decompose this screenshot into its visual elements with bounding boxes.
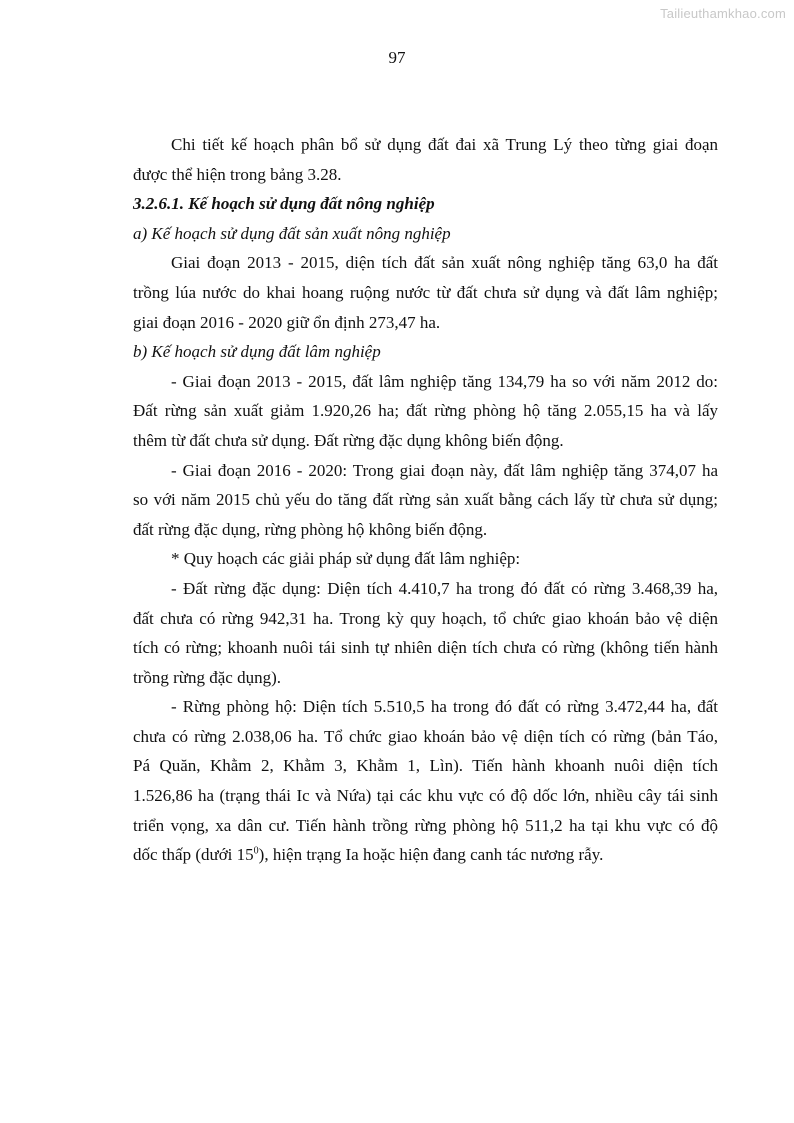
text-line <box>133 840 718 870</box>
text-line: so với năm 2015 chủ yếu do tăng đất rừng sản xuất bằng cách lấy từ chưa sử dụng; <box>133 490 718 510</box>
text-line: - Đất rừng đặc dụng: Diện tích 4.410,7 ha trong đó đất có rừng 3.468,39 ha, <box>171 578 718 598</box>
watermark: Tailieuthamkhao.com <box>660 6 786 21</box>
text-span: dốc thấp (dưới 15 <box>133 845 254 865</box>
text-span: ), hiện trạng Ia hoặc hiện đang canh tác nương rẫy. <box>258 845 604 865</box>
section-heading: 3.2.6.1. Kế hoạch sử dụng đất nông nghiệp <box>133 194 435 214</box>
text-line: - Giai đoạn 2016 - 2020: Trong giai đoạn này, đất lâm nghiệp tăng 374,07 ha <box>171 460 718 480</box>
subheading-a: a) Kế hoạch sử dụng đất sản xuất nông nghiệp <box>133 223 451 243</box>
document-body <box>133 130 718 870</box>
subheading-b: b) Kế hoạch sử dụng đất lâm nghiệp <box>133 342 381 362</box>
text-line: - Giai đoạn 2013 - 2015, đất lâm nghiệp tăng 134,79 ha so với năm 2012 do: <box>171 371 718 391</box>
text-line: - Rừng phòng hộ: Diện tích 5.510,5 ha trong đó đất có rừng 3.472,44 ha, đất <box>171 697 718 717</box>
text-line: tích có rừng; khoanh nuôi tái sinh tự nhiên diện tích chưa có rừng (không tiến hành <box>133 638 718 658</box>
text-line: 1.526,86 ha (trạng thái Ic và Nứa) tại các khu vực có độ dốc lớn, nhiều cây tái sinh <box>133 786 718 806</box>
text-line: triển vọng, xa dân cư. Tiến hành trồng rừng phòng hộ 511,2 ha tại khu vực có độ <box>133 815 718 835</box>
text-line: đất rừng đặc dụng, rừng phòng hộ không biến động. <box>133 519 488 539</box>
text-line: Chi tiết kế hoạch phân bổ sử dụng đất đai xã Trung Lý theo từng giai đoạn <box>171 135 718 154</box>
paragraph-forestry-2016-2020 <box>133 456 718 545</box>
text-line: đất chưa có rừng 942,31 ha. Trong kỳ quy hoạch, tổ chức giao khoán bảo vệ diện <box>133 608 718 628</box>
text-line: chưa có rừng 2.038,06 ha. Tổ chức giao khoán bảo vệ diện tích có rừng (bản Táo, <box>133 726 718 746</box>
text-line: giai đoạn 2016 - 2020 giữ ổn định 273,47 ha. <box>133 312 441 332</box>
paragraph-intro <box>133 130 718 189</box>
text-line: trồng rừng đặc dụng). <box>133 667 282 687</box>
paragraph-forestry-solutions-intro <box>133 544 718 574</box>
text-line: Đất rừng sản xuất giảm 1.920,26 ha; đất rừng phòng hộ tăng 2.055,15 ha và lấy <box>133 401 718 421</box>
text-line: Pá Quăn, Khằm 2, Khằm 3, Khằm 1, Lìn). Tiến hành khoanh nuôi diện tích <box>133 756 718 776</box>
paragraph-special-use-forest <box>133 574 718 692</box>
text-line: được thể hiện trong bảng 3.28. <box>133 164 342 184</box>
text-line: Giai đoạn 2013 - 2015, diện tích đất sản xuất nông nghiệp tăng 63,0 ha đất <box>171 253 718 273</box>
paragraph-agri-production <box>133 248 718 337</box>
text-line: trồng lúa nước do khai hoang ruộng nước từ đất chưa sử dụng và đất lâm nghiệp; <box>133 282 718 302</box>
text-line: thêm từ đất chưa sử dụng. Đất rừng đặc dụng không biến động. <box>133 430 564 450</box>
text-line: * Quy hoạch các giải pháp sử dụng đất lâm nghiệp: <box>171 549 521 569</box>
paragraph-forestry-2013-2015 <box>133 367 718 456</box>
page-number: 97 <box>388 48 406 67</box>
degree-superscript: 0 <box>253 845 259 857</box>
paragraph-protection-forest <box>133 692 718 870</box>
